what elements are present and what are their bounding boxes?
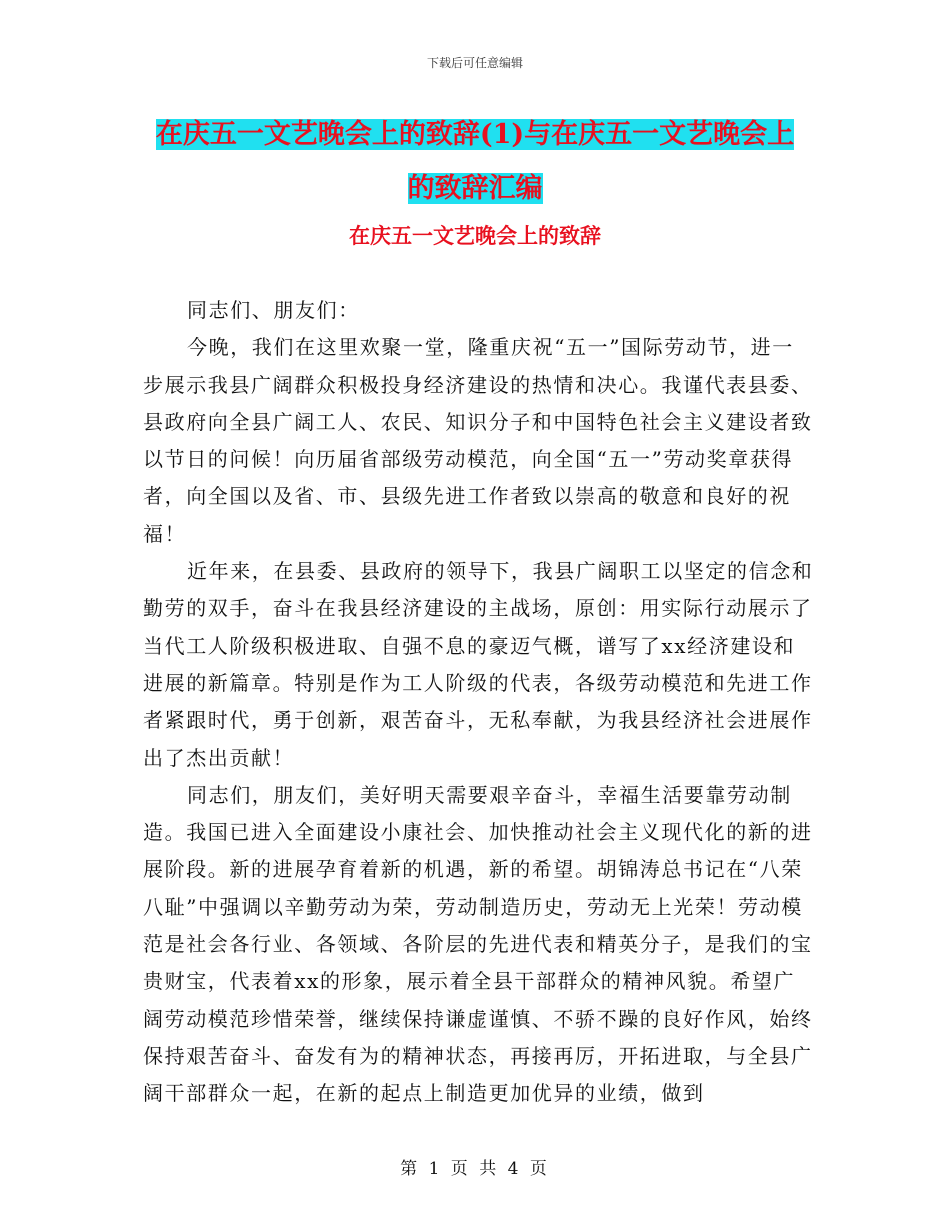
- section-title: 在庆五一文艺晚会上的致辞: [349, 223, 601, 248]
- body-paragraph: 近年来，在县委、县政府的领导下，我县广阔职工以坚定的信念和勤劳的双手，奋斗在我县经济建设的主战场，原创：用实际行动展示了当代工人阶级积极进取、自强不息的豪迈气概，谱写了xx经济建设和进展的新篇章。特别是作为工人阶级的代表，各级劳动模范和先进工作者紧跟时代，勇于创新，艰苦奋斗，无私奉献，为我县经济社会进展作出了杰出贡献！: [143, 559, 814, 770]
- body-paragraph: 今晚，我们在这里欢聚一堂，隆重庆祝“五一”国际劳动节，进一步展示我县广阔群众积极投身经济建设的热情和决心。我谨代表县委、县政府向全县广阔工人、农民、知识分子和中国特色社会主义建设者致以节日的问候！向历届省部级劳动模范，向全国“五一”劳动奖章获得者，向全国以及省、市、县级先进工作者致以崇高的敬意和良好的祝福！: [143, 335, 813, 546]
- page-header-note: 下载后可任意编辑: [426, 56, 523, 70]
- body-text: [143, 292, 815, 1113]
- document-title-line-2: 的致辞汇编: [407, 173, 543, 204]
- page-number-footer: 第 1 页 共 4 页: [400, 1159, 550, 1179]
- document-title: [0, 108, 950, 216]
- document-title-line-1: 在庆五一文艺晚会上的致辞(1)与在庆五一文艺晚会上: [155, 119, 795, 150]
- salutation-paragraph: 同志们、朋友们：: [187, 298, 360, 322]
- body-paragraph: 同志们，朋友们，美好明天需要艰辛奋斗，幸福生活要靠劳动制造。我国已进入全面建设小康社会、加快推动社会主义现代化的新的进展阶段。新的进展孕育着新的机遇，新的希望。胡锦涛总书记在“八荣八耻”中强调以辛勤劳动为荣，劳动制造历史，劳动无上光荣！劳动模范是社会各行业、各领域、各阶层的先进代表和精英分子，是我们的宝贵财宝，代表着xx的形象，展示着全县干部群众的精神风貌。希望广阔劳动模范珍惜荣誉，继续保持谦虚谨慎、不骄不躁的良好作风，始终保持艰苦奋斗、奋发有为的精神状态，再接再厉，开拓进取，与全县广阔干部群众一起，在新的起点上制造更加优异的业绩，做到: [143, 782, 813, 1106]
